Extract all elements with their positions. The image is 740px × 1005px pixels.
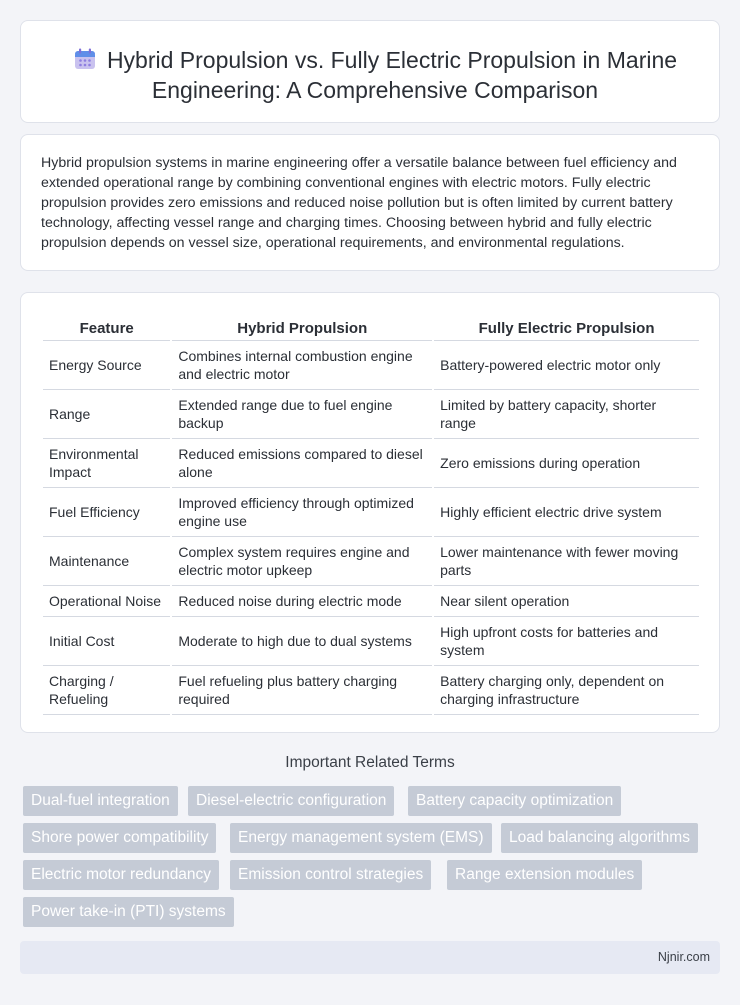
intro-card — [20, 134, 720, 271]
page-title-text: Hybrid Propulsion vs. Fully Electric Propulsion in Marine Engineering: A Comprehensive Comparison — [106, 47, 678, 103]
footer-site-link[interactable]: Njnir.com — [657, 950, 710, 964]
electric-cell: Zero emissions during operation — [434, 439, 699, 488]
related-terms-heading: Important Related Terms — [285, 754, 455, 771]
related-term-tag[interactable]: Range extension modules — [447, 860, 642, 890]
feature-cell: Maintenance — [43, 537, 170, 586]
feature-cell: Operational Noise — [43, 586, 170, 617]
related-term-tag[interactable]: Battery capacity optimization — [408, 786, 621, 816]
table-row — [43, 390, 699, 439]
hybrid-cell: Extended range due to fuel engine backup — [172, 390, 432, 439]
related-term-tag[interactable]: Emission control strategies — [230, 860, 431, 890]
table-row — [43, 488, 699, 537]
feature-cell: Charging / Refueling — [43, 666, 170, 715]
electric-cell: Highly efficient electric drive system — [434, 488, 699, 537]
feature-cell: Initial Cost — [43, 617, 170, 666]
electric-cell: Limited by battery capacity, shorter range — [434, 390, 699, 439]
hybrid-cell: Fuel refueling plus battery charging required — [172, 666, 432, 715]
electric-cell: High upfront costs for batteries and system — [434, 617, 699, 666]
hybrid-cell: Combines internal combustion engine and electric motor — [172, 341, 432, 390]
electric-cell: Battery charging only, dependent on charging infrastructure — [434, 666, 699, 715]
table-row — [43, 617, 699, 666]
related-term-tag[interactable]: Dual-fuel integration — [23, 786, 178, 816]
table-row — [43, 439, 699, 488]
related-term-tag[interactable]: Power take-in (PTI) systems — [23, 897, 234, 927]
hybrid-cell: Reduced emissions compared to diesel alone — [172, 439, 432, 488]
related-term-tag[interactable]: Electric motor redundancy — [23, 860, 219, 890]
hybrid-cell: Moderate to high due to dual systems — [172, 617, 432, 666]
column-header-electric: Fully Electric Propulsion — [434, 313, 699, 341]
hybrid-cell: Improved efficiency through optimized engine use — [172, 488, 432, 537]
feature-cell: Environmental Impact — [43, 439, 170, 488]
electric-cell: Near silent operation — [434, 586, 699, 617]
footer — [20, 941, 720, 974]
hybrid-cell: Reduced noise during electric mode — [172, 586, 432, 617]
table-row — [43, 537, 699, 586]
page-title — [51, 45, 699, 105]
table-row — [43, 341, 699, 390]
electric-cell: Battery-powered electric motor only — [434, 341, 699, 390]
calendar-icon — [73, 47, 97, 71]
intro-paragraph: Hybrid propulsion systems in marine engineering offer a versatile balance between fuel efficiency and extended operational range by combining conventional engines with electric motors. Fully electric propulsion provides zero emissions and reduced noise pollution but is often limited by current battery technology, affecting vessel range and charging times. Choosing between hybrid and fully electric propulsion depends on vessel size, operational requirements, and environmental regulations. — [41, 155, 677, 251]
related-term-tag[interactable]: Diesel-electric configuration — [188, 786, 394, 816]
title-wrap — [51, 45, 699, 105]
feature-cell: Range — [43, 390, 170, 439]
feature-cell: Fuel Efficiency — [43, 488, 170, 537]
title-card — [20, 20, 720, 123]
electric-cell: Lower maintenance with fewer moving parts — [434, 537, 699, 586]
column-header-feature: Feature — [43, 313, 170, 341]
related-term-tag[interactable]: Load balancing algorithms — [501, 823, 698, 853]
table-row — [43, 666, 699, 715]
comparison-table — [41, 313, 701, 715]
feature-cell: Energy Source — [43, 341, 170, 390]
related-term-tag[interactable]: Shore power compatibility — [23, 823, 216, 853]
table-row — [43, 586, 699, 617]
table-header-row — [43, 313, 699, 341]
comparison-card — [20, 292, 720, 733]
column-header-hybrid: Hybrid Propulsion — [172, 313, 432, 341]
hybrid-cell: Complex system requires engine and electric motor upkeep — [172, 537, 432, 586]
related-term-tag[interactable]: Energy management system (EMS) — [230, 823, 492, 853]
